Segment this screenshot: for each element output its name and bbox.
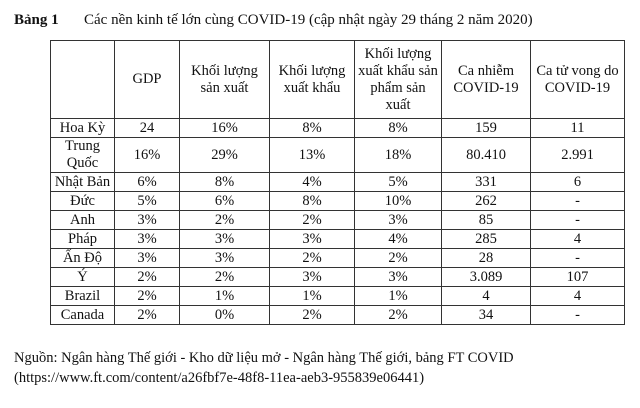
exports-cell: 2% xyxy=(270,306,355,325)
table-title: Các nền kinh tế lớn cùng COVID-19 (cập nhật ngày 29 tháng 2 năm 2020) xyxy=(84,12,533,28)
table-row xyxy=(51,192,625,211)
manufactured-exports-cell: 1% xyxy=(355,287,442,306)
source-note xyxy=(14,348,634,388)
country-cell: Nhật Bản xyxy=(51,173,115,192)
country-cell: Hoa Kỳ xyxy=(51,119,115,138)
table-row xyxy=(51,268,625,287)
production-cell: 29% xyxy=(180,138,270,173)
exports-cell: 3% xyxy=(270,268,355,287)
gdp-cell: 3% xyxy=(115,249,180,268)
production-cell: 6% xyxy=(180,192,270,211)
production-cell: 0% xyxy=(180,306,270,325)
production-cell: 3% xyxy=(180,230,270,249)
cases-cell: 4 xyxy=(442,287,531,306)
country-cell: Đức xyxy=(51,192,115,211)
cases-cell: 85 xyxy=(442,211,531,230)
deaths-cell: 2.991 xyxy=(531,138,625,173)
manufactured-exports-cell: 10% xyxy=(355,192,442,211)
gdp-cell: 5% xyxy=(115,192,180,211)
table-row xyxy=(51,119,625,138)
exports-cell: 4% xyxy=(270,173,355,192)
table-row xyxy=(51,173,625,192)
source-line: Nguồn: Ngân hàng Thế giới - Kho dữ liệu mở - Ngân hàng Thế giới, bảng FT COVID xyxy=(14,350,514,366)
gdp-cell: 16% xyxy=(115,138,180,173)
deaths-cell: 11 xyxy=(531,119,625,138)
deaths-cell: 4 xyxy=(531,287,625,306)
exports-cell: 1% xyxy=(270,287,355,306)
manufactured-exports-cell: 18% xyxy=(355,138,442,173)
exports-cell: 8% xyxy=(270,192,355,211)
header-exports: Khối lượng xuất khẩu xyxy=(270,41,355,119)
table-row xyxy=(51,287,625,306)
cases-cell: 159 xyxy=(442,119,531,138)
cases-cell: 28 xyxy=(442,249,531,268)
gdp-cell: 2% xyxy=(115,306,180,325)
header-manufactured-exports: Khối lượng xuất khẩu sản phẩm sản xuất xyxy=(355,41,442,119)
deaths-cell: 4 xyxy=(531,230,625,249)
header-deaths: Ca tử vong do COVID-19 xyxy=(531,41,625,119)
country-cell: Ý xyxy=(51,268,115,287)
production-cell: 3% xyxy=(180,249,270,268)
country-cell: Brazil xyxy=(51,287,115,306)
header-production: Khối lượng sản xuất xyxy=(180,41,270,119)
gdp-cell: 2% xyxy=(115,268,180,287)
exports-cell: 8% xyxy=(270,119,355,138)
gdp-cell: 2% xyxy=(115,287,180,306)
production-cell: 2% xyxy=(180,211,270,230)
exports-cell: 2% xyxy=(270,249,355,268)
cases-cell: 262 xyxy=(442,192,531,211)
country-cell: Pháp xyxy=(51,230,115,249)
table-number: Bảng 1 xyxy=(14,12,59,28)
source-url: (https://www.ft.com/content/a26fbf7e-48f8-11ea-aeb3-955839e06441) xyxy=(14,370,425,386)
gdp-cell: 24 xyxy=(115,119,180,138)
exports-cell: 3% xyxy=(270,230,355,249)
gdp-cell: 3% xyxy=(115,230,180,249)
gdp-cell: 3% xyxy=(115,211,180,230)
country-cell: Canada xyxy=(51,306,115,325)
manufactured-exports-cell: 3% xyxy=(355,268,442,287)
deaths-cell: 107 xyxy=(531,268,625,287)
deaths-cell: - xyxy=(531,211,625,230)
manufactured-exports-cell: 8% xyxy=(355,119,442,138)
production-cell: 16% xyxy=(180,119,270,138)
production-cell: 1% xyxy=(180,287,270,306)
gdp-cell: 6% xyxy=(115,173,180,192)
deaths-cell: 6 xyxy=(531,173,625,192)
table-row xyxy=(51,249,625,268)
manufactured-exports-cell: 2% xyxy=(355,249,442,268)
production-cell: 8% xyxy=(180,173,270,192)
header-blank xyxy=(51,41,115,119)
cases-cell: 3.089 xyxy=(442,268,531,287)
cases-cell: 80.410 xyxy=(442,138,531,173)
production-cell: 2% xyxy=(180,268,270,287)
header-gdp: GDP xyxy=(115,41,180,119)
table-caption xyxy=(14,12,533,29)
cases-cell: 34 xyxy=(442,306,531,325)
table-header-row xyxy=(51,41,625,119)
table-row xyxy=(51,138,625,173)
table-row xyxy=(51,230,625,249)
deaths-cell: - xyxy=(531,192,625,211)
deaths-cell: - xyxy=(531,249,625,268)
covid-economies-table xyxy=(50,40,625,325)
manufactured-exports-cell: 3% xyxy=(355,211,442,230)
cases-cell: 285 xyxy=(442,230,531,249)
country-cell: Anh xyxy=(51,211,115,230)
exports-cell: 2% xyxy=(270,211,355,230)
country-cell: Trung Quốc xyxy=(51,138,115,173)
country-cell: Ấn Độ xyxy=(51,249,115,268)
manufactured-exports-cell: 2% xyxy=(355,306,442,325)
table-row xyxy=(51,306,625,325)
deaths-cell: - xyxy=(531,306,625,325)
cases-cell: 331 xyxy=(442,173,531,192)
table-row xyxy=(51,211,625,230)
manufactured-exports-cell: 4% xyxy=(355,230,442,249)
header-cases: Ca nhiễm COVID-19 xyxy=(442,41,531,119)
manufactured-exports-cell: 5% xyxy=(355,173,442,192)
exports-cell: 13% xyxy=(270,138,355,173)
